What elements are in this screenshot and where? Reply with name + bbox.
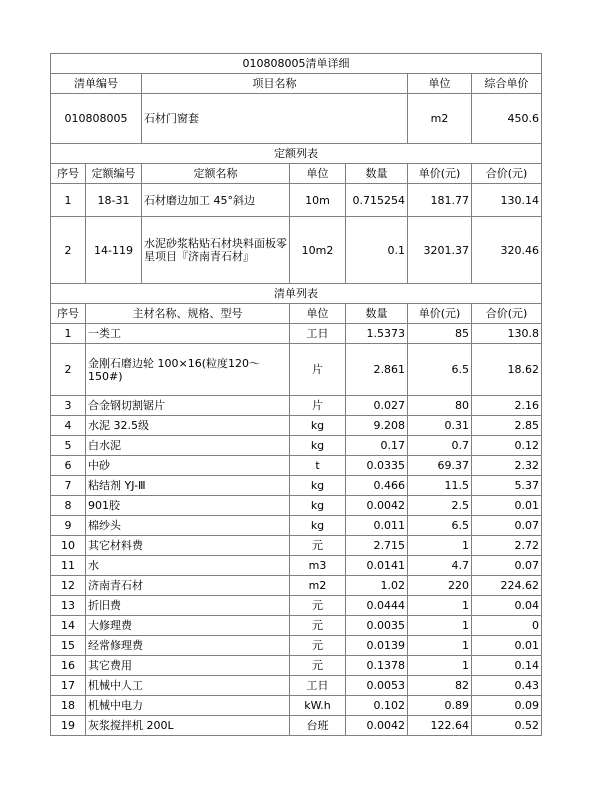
- material-row: [51, 696, 542, 716]
- material-price: 122.64: [408, 716, 472, 736]
- material-no: 5: [51, 436, 86, 456]
- material-price: 11.5: [408, 476, 472, 496]
- material-total: 2.85: [472, 416, 542, 436]
- material-price: 85: [408, 324, 472, 344]
- title-row: [51, 54, 542, 74]
- material-total: 5.37: [472, 476, 542, 496]
- quota-col-qty: 数量: [346, 164, 408, 184]
- material-total: 0.43: [472, 676, 542, 696]
- quota-unit: 10m: [290, 184, 346, 217]
- material-price: 1: [408, 656, 472, 676]
- material-qty: 0.0042: [346, 716, 408, 736]
- material-total: 130.8: [472, 324, 542, 344]
- item-name: 石材门窗套: [142, 94, 408, 144]
- material-total: 2.16: [472, 396, 542, 416]
- material-qty: 1.02: [346, 576, 408, 596]
- material-no: 10: [51, 536, 86, 556]
- material-qty: 0.0042: [346, 496, 408, 516]
- quota-col-name: 定额名称: [142, 164, 290, 184]
- material-row: [51, 556, 542, 576]
- material-unit: 工日: [290, 324, 346, 344]
- header-price: 综合单价: [472, 74, 542, 94]
- material-unit: kW.h: [290, 696, 346, 716]
- material-no: 13: [51, 596, 86, 616]
- material-total: 0.04: [472, 596, 542, 616]
- quota-col-unit: 单位: [290, 164, 346, 184]
- material-no: 12: [51, 576, 86, 596]
- quota-code: 14-119: [86, 217, 142, 284]
- material-unit: 片: [290, 396, 346, 416]
- material-name: 金刚石磨边轮 100×16(粒度120～150#): [86, 344, 290, 396]
- material-qty: 0.0035: [346, 616, 408, 636]
- material-name: 白水泥: [86, 436, 290, 456]
- material-unit: m2: [290, 576, 346, 596]
- material-price: 69.37: [408, 456, 472, 476]
- material-row: [51, 536, 542, 556]
- material-name: 灰浆搅拌机 200L: [86, 716, 290, 736]
- material-no: 7: [51, 476, 86, 496]
- material-total: 0.01: [472, 636, 542, 656]
- material-price: 6.5: [408, 344, 472, 396]
- material-name: 其它材料费: [86, 536, 290, 556]
- sheet-title: 010808005清单详细: [51, 54, 542, 74]
- material-name: 折旧费: [86, 596, 290, 616]
- material-qty: 0.0053: [346, 676, 408, 696]
- material-col-name: 主材名称、规格、型号: [86, 304, 290, 324]
- material-no: 15: [51, 636, 86, 656]
- material-no: 8: [51, 496, 86, 516]
- material-qty: 0.027: [346, 396, 408, 416]
- material-row: [51, 636, 542, 656]
- material-unit: kg: [290, 436, 346, 456]
- item-row: [51, 94, 542, 144]
- material-qty: 0.1378: [346, 656, 408, 676]
- material-total: 0.14: [472, 656, 542, 676]
- quota-row: [51, 217, 542, 284]
- quota-name: 石材磨边加工 45°斜边: [142, 184, 290, 217]
- material-name: 水泥 32.5级: [86, 416, 290, 436]
- material-name: 合金钢切割锯片: [86, 396, 290, 416]
- material-price: 4.7: [408, 556, 472, 576]
- material-total: 2.32: [472, 456, 542, 476]
- material-no: 14: [51, 616, 86, 636]
- material-col-total: 合价(元): [472, 304, 542, 324]
- material-qty: 1.5373: [346, 324, 408, 344]
- material-no: 9: [51, 516, 86, 536]
- material-price: 0.89: [408, 696, 472, 716]
- quota-no: 1: [51, 184, 86, 217]
- material-unit: 元: [290, 536, 346, 556]
- material-no: 2: [51, 344, 86, 396]
- material-total: 0.12: [472, 436, 542, 456]
- quota-price: 181.77: [408, 184, 472, 217]
- material-unit: t: [290, 456, 346, 476]
- material-row: [51, 456, 542, 476]
- material-row: [51, 496, 542, 516]
- material-price: 80: [408, 396, 472, 416]
- material-no: 11: [51, 556, 86, 576]
- material-row: [51, 324, 542, 344]
- material-unit: kg: [290, 476, 346, 496]
- material-name: 经常修理费: [86, 636, 290, 656]
- material-name: 机械中人工: [86, 676, 290, 696]
- material-unit: 元: [290, 636, 346, 656]
- material-section-title-row: [51, 284, 542, 304]
- material-unit: 元: [290, 656, 346, 676]
- material-qty: 0.0139: [346, 636, 408, 656]
- material-row: [51, 416, 542, 436]
- material-unit: 元: [290, 616, 346, 636]
- material-unit: 元: [290, 596, 346, 616]
- material-unit: 片: [290, 344, 346, 396]
- header-unit: 单位: [408, 74, 472, 94]
- material-qty: 0.011: [346, 516, 408, 536]
- material-total: 0.01: [472, 496, 542, 516]
- quota-section-title: 定额列表: [51, 144, 542, 164]
- material-qty: 2.715: [346, 536, 408, 556]
- material-qty: 9.208: [346, 416, 408, 436]
- material-col-price: 单价(元): [408, 304, 472, 324]
- quota-section-title-row: [51, 144, 542, 164]
- quota-price: 3201.37: [408, 217, 472, 284]
- material-qty: 0.0335: [346, 456, 408, 476]
- material-unit: kg: [290, 496, 346, 516]
- material-name: 济南青石材: [86, 576, 290, 596]
- material-qty: 0.466: [346, 476, 408, 496]
- material-total: 0.52: [472, 716, 542, 736]
- material-price: 1: [408, 596, 472, 616]
- material-total: 0.07: [472, 556, 542, 576]
- material-name: 棉纱头: [86, 516, 290, 536]
- material-name: 901胶: [86, 496, 290, 516]
- material-total: 0.09: [472, 696, 542, 716]
- material-unit: kg: [290, 416, 346, 436]
- material-row: [51, 576, 542, 596]
- bill-detail-table: [50, 53, 542, 736]
- material-section-title: 清单列表: [51, 284, 542, 304]
- material-price: 220: [408, 576, 472, 596]
- material-row: [51, 396, 542, 416]
- quota-total: 130.14: [472, 184, 542, 217]
- material-price: 0.7: [408, 436, 472, 456]
- material-unit: 台班: [290, 716, 346, 736]
- material-price: 1: [408, 636, 472, 656]
- material-row: [51, 596, 542, 616]
- material-qty: 0.17: [346, 436, 408, 456]
- material-row: [51, 436, 542, 456]
- material-unit: kg: [290, 516, 346, 536]
- material-col-no: 序号: [51, 304, 86, 324]
- material-total: 0: [472, 616, 542, 636]
- material-no: 17: [51, 676, 86, 696]
- quota-qty: 0.1: [346, 217, 408, 284]
- material-row: [51, 656, 542, 676]
- quota-no: 2: [51, 217, 86, 284]
- material-header-row: [51, 304, 542, 324]
- material-row: [51, 476, 542, 496]
- material-name: 其它费用: [86, 656, 290, 676]
- material-name: 机械中电力: [86, 696, 290, 716]
- material-name: 粘结剂 YJ-Ⅲ: [86, 476, 290, 496]
- material-name: 一类工: [86, 324, 290, 344]
- material-price: 0.31: [408, 416, 472, 436]
- material-price: 82: [408, 676, 472, 696]
- quota-col-no: 序号: [51, 164, 86, 184]
- material-row: [51, 344, 542, 396]
- quota-code: 18-31: [86, 184, 142, 217]
- material-total: 2.72: [472, 536, 542, 556]
- quota-unit: 10m2: [290, 217, 346, 284]
- header-name: 项目名称: [142, 74, 408, 94]
- material-no: 1: [51, 324, 86, 344]
- quota-name: 水泥砂浆粘贴石材块料面板零星项目『济南青石材』: [142, 217, 290, 284]
- material-no: 18: [51, 696, 86, 716]
- quota-total: 320.46: [472, 217, 542, 284]
- material-qty: 0.0141: [346, 556, 408, 576]
- material-price: 6.5: [408, 516, 472, 536]
- material-unit: m3: [290, 556, 346, 576]
- header-row: [51, 74, 542, 94]
- quota-header-row: [51, 164, 542, 184]
- material-no: 3: [51, 396, 86, 416]
- material-col-qty: 数量: [346, 304, 408, 324]
- material-row: [51, 516, 542, 536]
- quota-col-code: 定额编号: [86, 164, 142, 184]
- quota-col-total: 合价(元): [472, 164, 542, 184]
- material-qty: 0.102: [346, 696, 408, 716]
- material-col-unit: 单位: [290, 304, 346, 324]
- quota-col-price: 单价(元): [408, 164, 472, 184]
- material-total: 224.62: [472, 576, 542, 596]
- material-price: 2.5: [408, 496, 472, 516]
- item-unit: m2: [408, 94, 472, 144]
- material-no: 19: [51, 716, 86, 736]
- material-row: [51, 716, 542, 736]
- material-unit: 工日: [290, 676, 346, 696]
- material-price: 1: [408, 616, 472, 636]
- item-code: 010808005: [51, 94, 142, 144]
- header-code: 清单编号: [51, 74, 142, 94]
- material-price: 1: [408, 536, 472, 556]
- material-name: 中砂: [86, 456, 290, 476]
- material-no: 4: [51, 416, 86, 436]
- material-name: 大修理费: [86, 616, 290, 636]
- material-total: 18.62: [472, 344, 542, 396]
- material-qty: 0.0444: [346, 596, 408, 616]
- material-total: 0.07: [472, 516, 542, 536]
- material-no: 6: [51, 456, 86, 476]
- material-qty: 2.861: [346, 344, 408, 396]
- material-row: [51, 676, 542, 696]
- item-price: 450.6: [472, 94, 542, 144]
- material-no: 16: [51, 656, 86, 676]
- quota-row: [51, 184, 542, 217]
- material-name: 水: [86, 556, 290, 576]
- material-row: [51, 616, 542, 636]
- quota-qty: 0.715254: [346, 184, 408, 217]
